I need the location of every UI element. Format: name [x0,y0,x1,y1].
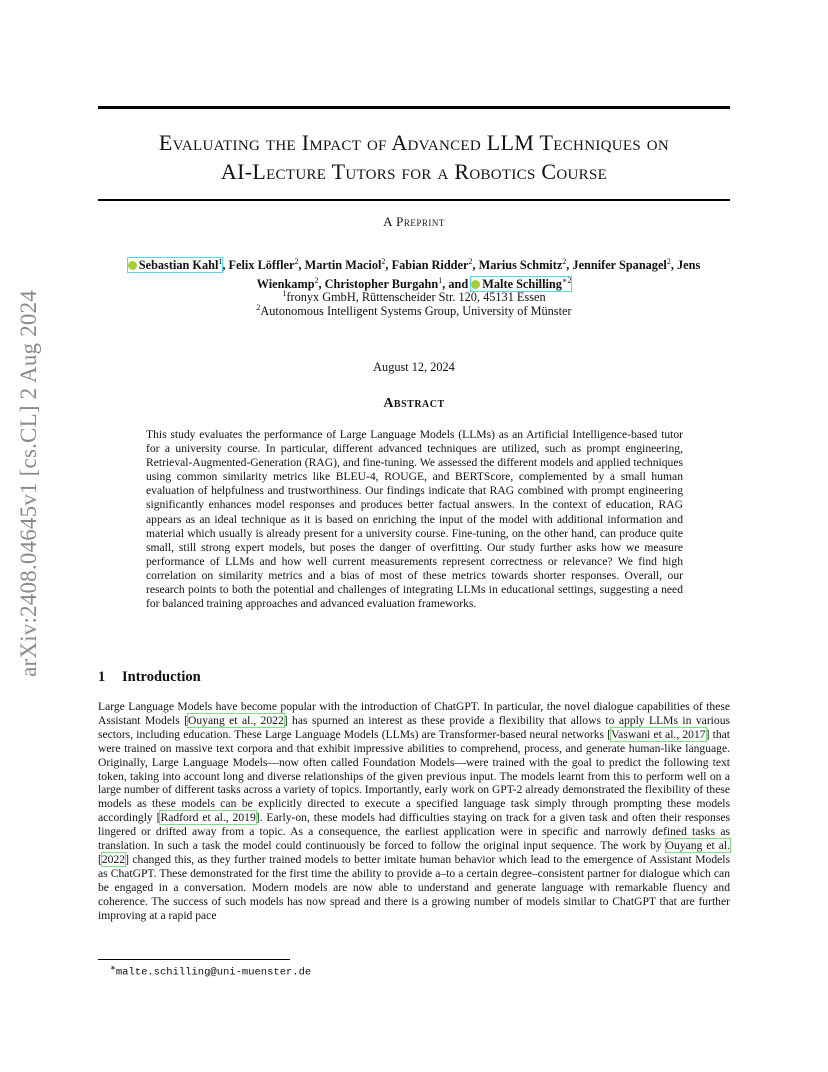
title-line-1: Evaluating the Impact of Advanced LLM Techniques on [158,130,670,155]
author-name: Malte Schilling [482,277,562,292]
footnote [110,964,311,979]
citation-link[interactable]: Ouyang et al., 2022 [188,713,284,727]
citation-link[interactable]: 2022 [101,852,126,866]
section-heading [98,669,201,686]
affiliation-sup: 2 [256,303,261,312]
author-name: , Jennifer Spanagel [566,258,667,273]
abstract-heading: Abstract [383,396,445,411]
author-affil-sup: 2 [562,257,567,266]
abstract-text: This study evaluates the performance of Large Language Models (LLMs) as an Artificial Intelligence-based tutor for a university course. In particular, different advanced techniques are utilized, such as prompt engineering, Retrieval-Augmented-Generation (RAG), and fine-tuning. We assessed the different models and applied techniques using common similarity metrics like BLEU-4, ROUGE, and BERTScore, complemented by a small human evaluation of helpfulness and trustworthiness. Our findings indicate that RAG combined with prompt engineering significantly enhances model responses and produces better factual answers. In the context of education, RAG appears as an ideal technique as it is based on enriching the input of the model with additional information and material which usually is already present for a university course. Fine-tuning, on the other hand, can produce quite small, still strong expert models, but poses the danger of overfitting. Our study further asks how we measure performance of LLMs and how well current measurements represent correctness or relevance? We find high correlation on similarity metrics and a bias of most of these metrics towards shorter responses. Overall, our research points to both the potential and challenges of integrating LLMs in educational settings, suggesting a need for balanced training approaches and advanced evaluation frameworks. [146,428,683,611]
author-affil-sup: 2 [666,257,671,266]
author-name: , Marius Schmitz [472,258,563,273]
author-name: , Christopher Burgahn [318,277,439,292]
author-affil-sup: 1 [438,276,443,286]
preprint-label: A Preprint [383,214,445,229]
footnote-email[interactable]: malte.schilling@uni-muenster.de [115,966,312,979]
paper-date: August 12, 2024 [373,360,455,374]
author-affil-sup: 1 [218,257,223,266]
affiliation-text: fronyx GmbH, Rüttenscheider Str. 120, 45131 Essen [286,290,546,305]
body-text-run: has spurned an interest as these provide a flexibility that allows to apply LLMs in various sectors, including education. These Large Language Models (LLMs) are Transformer-based neural networks [98,713,731,741]
footnote-rule [98,959,290,960]
author-link-kahl[interactable] [128,258,223,272]
author-affil-sup: 2 [468,257,473,266]
author-name: , Felix Löffler [222,258,295,273]
author-name: , Jens Wienkamp [256,258,701,292]
citation-link[interactable]: Radford et al., 2019 [160,811,256,825]
affiliation-2 [98,300,730,319]
paper-title [98,128,730,186]
author-affil-sup: 2 [314,276,319,286]
citation-link[interactable]: Ouyang et al. [665,839,730,853]
title-rule-top [98,106,730,109]
author-name: , and [442,277,472,292]
author-name: Sebastian Kahl [138,258,219,273]
author-affil-sup: 2 [381,257,386,266]
author-name: , Martin Maciol [298,258,382,273]
citation-link[interactable]: Vaswani et al., 2017 [611,727,706,741]
body-text-run: Large Language Models have become popular with the introduction of ChatGPT. In particular, the novel dialogue capabilities of these Assistant Models [98,700,730,727]
title-rule-bottom [98,199,730,201]
intro-paragraph: Large Language Models have become popular with the introduction of ChatGPT. In particular, the novel dialogue capabilities of these Assistant Models [Ouyang et al., 2022] has spurned an interest as these provide a flexibility that allows to apply LLMs in various sectors, including education. These Large Language Models (LLMs) are Transformer-based neural networks [Vaswani et al., 2017] that were trained on massive text corpora and that exhibit impressive abilities to comprehend, process, and generate human-like language. Originally, Large Language Models—now often called Foundation Models—were trained with the goal to predict the following text token, taking into account long and diverse relationships of the given previous input. The models learnt from this to perform well on a large number of different tasks across a variety of topics. Importantly, early work on GPT-2 already demonstrated the flexibility of these models as these models can be explicitly directed to execute a specified language task simply through prompting these models accordingly [Radford et al., 2019]. Early-on, these models had difficulties staying on track for a given task and often their responses lingered or drifted away from a topic. As a consequence, the earliest application were in specific and narrowly defined tasks as translation. In such a task the model could continuously be forced to follow the original input sequence. The work by Ouyang et al. [2022] changed this, as they further trained models to better imitate human behavior which lead to the emergence of Assistant Models as ChatGPT. These demonstrated for the first time the ability to provide a–to a certain degree–consistent partner for dialogue which can be engaged in a conversation. Modern models are now able to understand and generate language with remarkable fluency and coherence. The success of such models has now spread and there is a growing number of models similar to ChatGPT that are further improving at a rapid pace [98,700,731,922]
section-title: Introduction [122,669,201,685]
affiliation-text: Autonomous Intelligent Systems Group, University of Münster [260,304,572,319]
body-text-run: that were trained on massive text corpora and that exhibit impressive abilities to comprehend, process, and generate human-like language. Originally, Large Language Models—now often called Foundation Models—were trained with the goal to predict the following text token, taking into account long and diverse relationships of the given previous input. The models learnt from this to perform well on a large number of different tasks across a variety of topics. Importantly, early work on GPT-2 already demonstrated the flexibility of these models as these models can be explicitly directed to execute a specified language task simply through prompting these models accordingly [98,727,730,825]
author-affil-sup: ∗2 [561,276,572,286]
orcid-icon[interactable] [128,261,137,270]
section-number: 1 [98,669,106,685]
title-line-2: AI-Lecture Tutors for a Robotics Course [220,159,608,184]
arxiv-identifier[interactable]: arXiv:2408.04645v1 [cs.CL] 2 Aug 2024 [16,290,41,677]
body-text-run: . Early-on, these models had difficulties staying on track for a given task and often their responses lingered or drifted away from a topic. As a consequence, the earliest application were in specific and narrowly defined tasks as translation. In such a task the model could continuously be forced to follow the original input sequence. The work by [98,811,731,853]
footnote-mark: ∗ [110,964,116,972]
affiliation-sup: 1 [282,289,287,298]
author-affil-sup: 2 [294,257,299,266]
author-name: , Fabian Ridder [385,258,469,273]
body-text-run: changed this, as they further trained models to better imitate human behavior which lead to the emergence of Assistant Models as ChatGPT. These demonstrated for the first time the ability to provide a–to a certain degree–consistent partner for dialogue which can be engaged in a conversation. Modern models are now able to understand and generate language with remarkable fluency and coherence. The success of such models has now spread and there is a growing number of models similar to ChatGPT that are further improving at a rapid pace [98,852,730,922]
